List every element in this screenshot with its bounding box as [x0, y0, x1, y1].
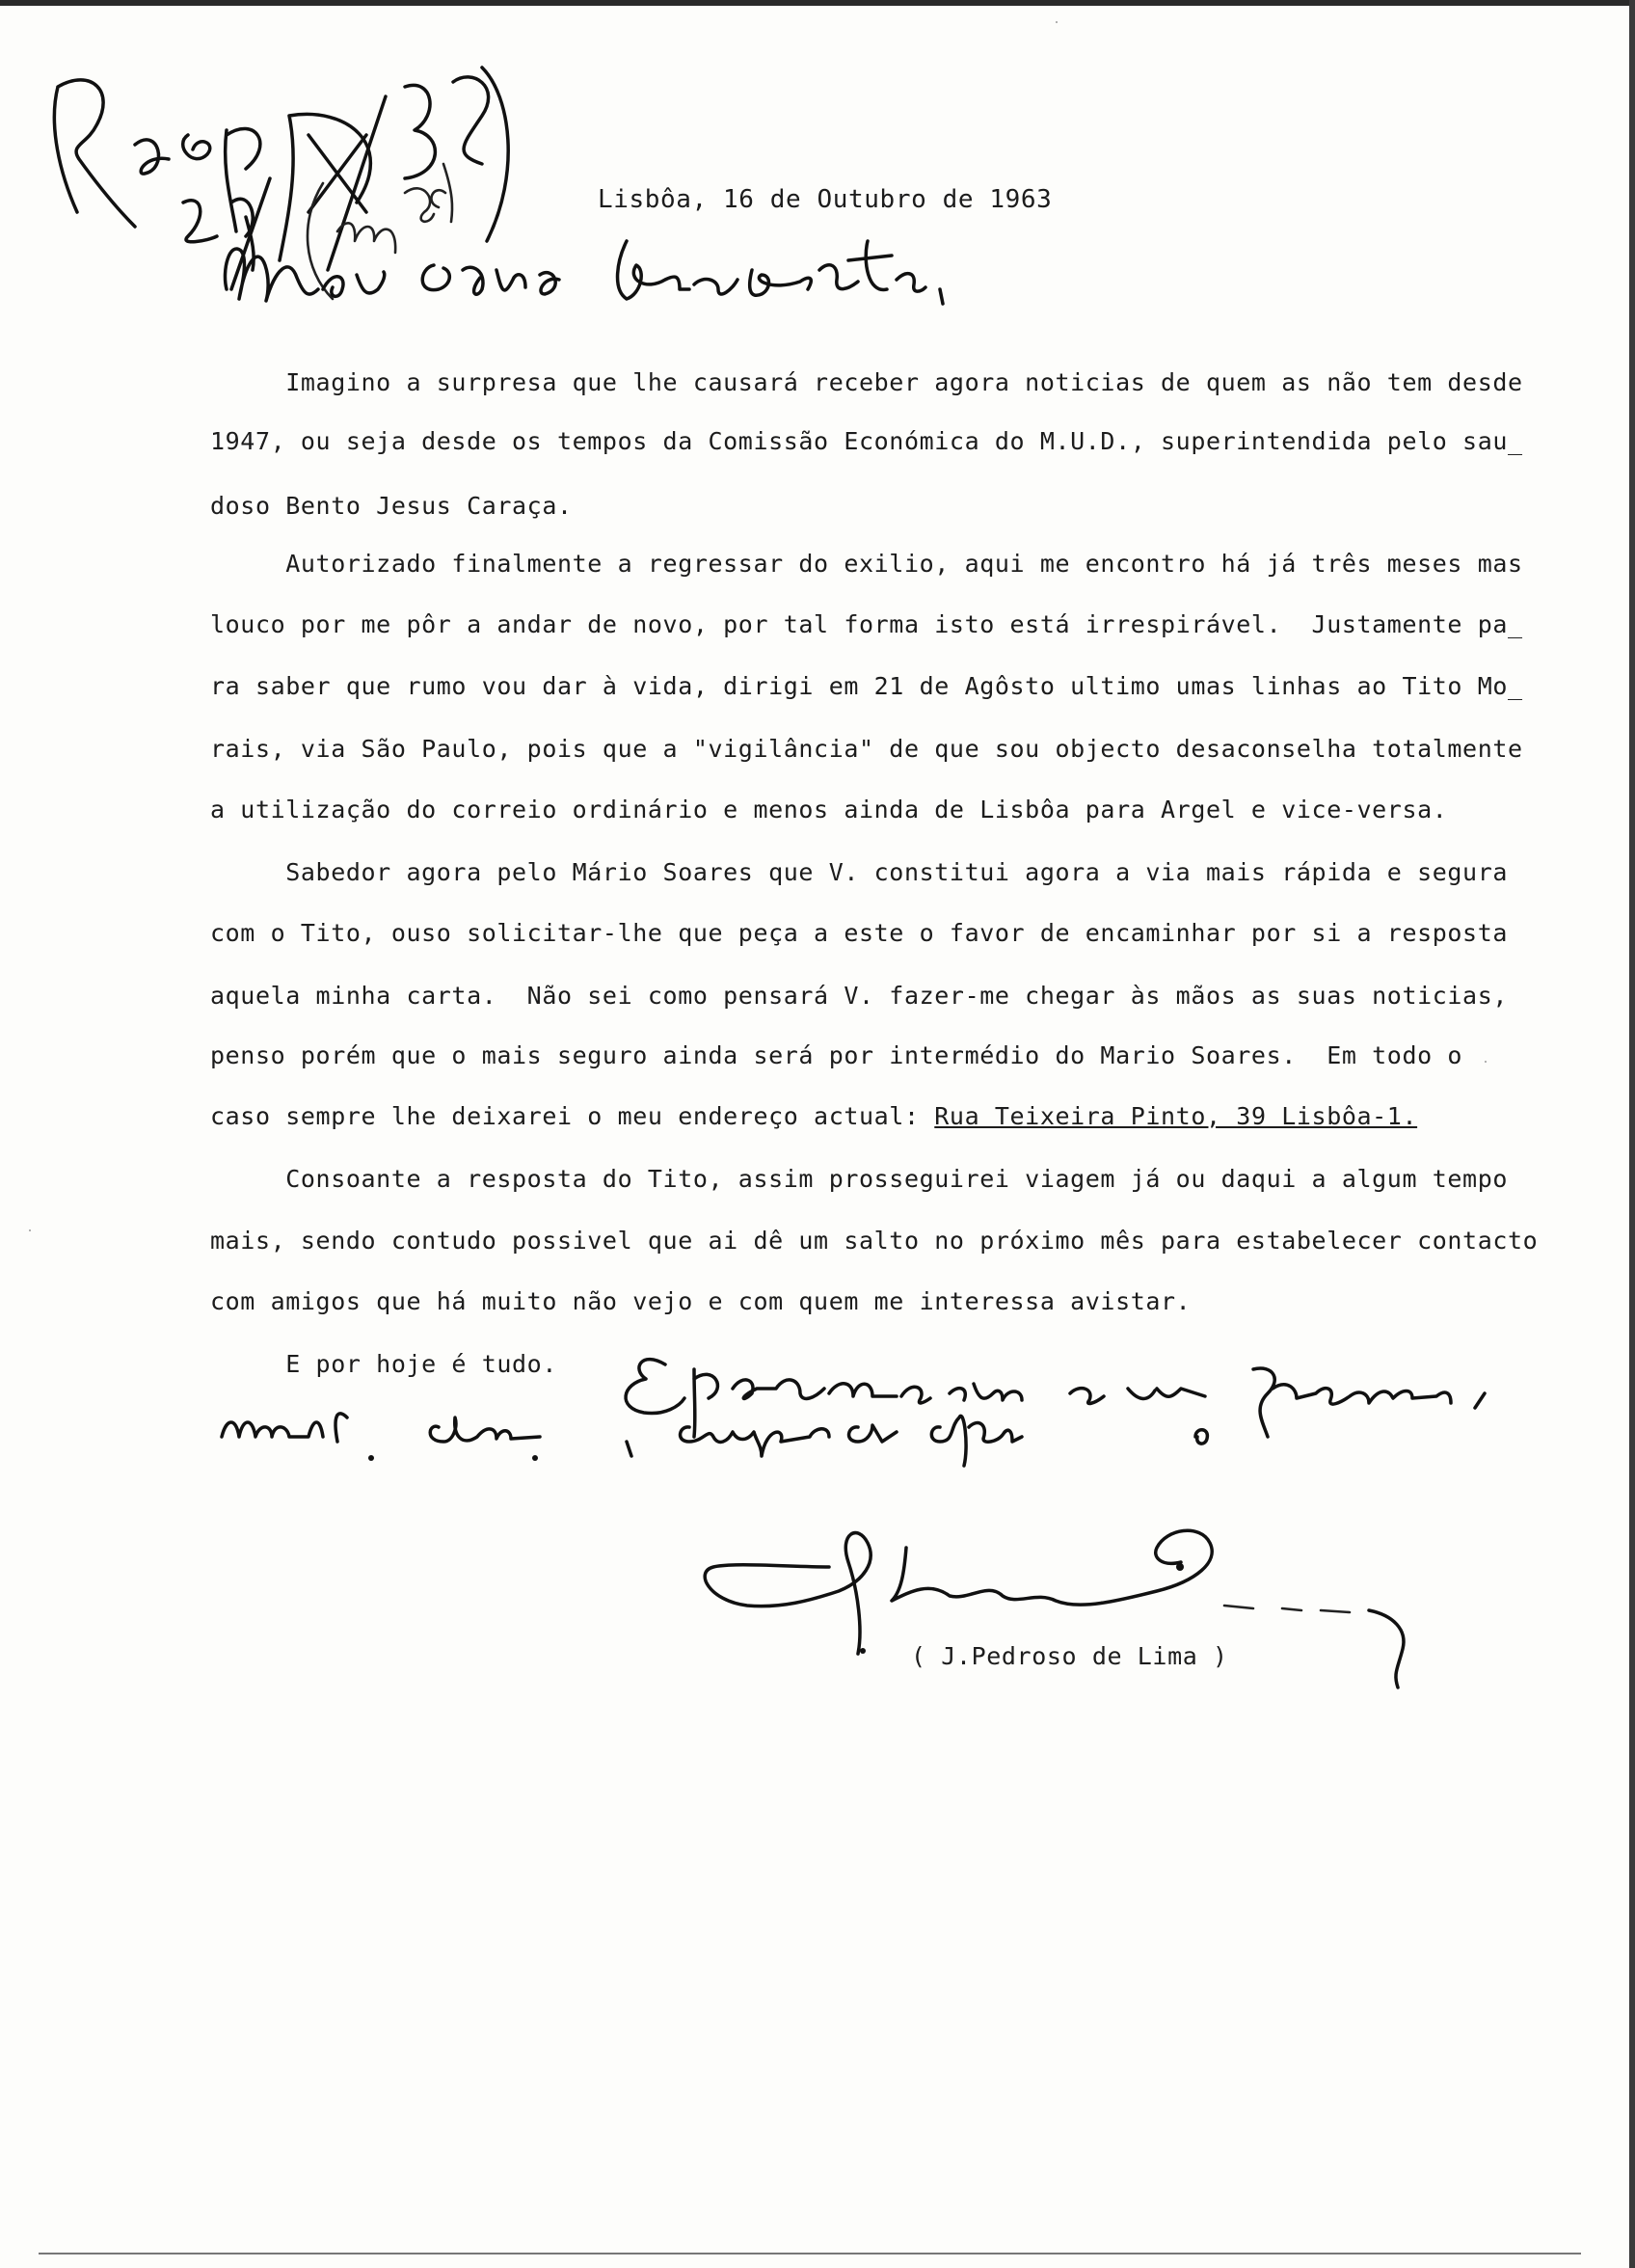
- body-line: Imagino a surpresa que lhe causará receber agora noticias de quem as não tem desde: [210, 368, 1523, 396]
- body-line: Sabedor agora pelo Mário Soares que V. constitui agora a via mais rápida e segura: [210, 858, 1509, 886]
- body-line: louco por me pôr a andar de novo, por tal forma isto está irrespirável. Justamente pa_: [210, 610, 1523, 638]
- body-line: mais, sendo contudo possivel que ai dê um salto no próximo mês para estabelecer contacto: [210, 1227, 1539, 1255]
- body-line: 1947, ou seja desde os tempos da Comissão Económica do M.U.D., superintendida pelo sau_: [210, 427, 1523, 455]
- signature-name: ( J.Pedroso de Lima ): [911, 1642, 1228, 1670]
- body-line: penso porém que o mais seguro ainda será por intermédio do Mario Soares. Em todo o: [210, 1041, 1463, 1069]
- body-line: com amigos que há muito não vejo e com quem me interessa avistar.: [210, 1287, 1192, 1315]
- body-line-address: [210, 1102, 1417, 1131]
- address: Rua Teixeira Pinto, 39 Lisbôa-1.: [934, 1102, 1418, 1130]
- body-line: aquela minha carta. Não sei como pensará V. fazer-me chegar às mãos as suas noticias,: [210, 982, 1509, 1010]
- body-line: a utilização do correio ordinário e menos ainda de Lisbôa para Argel e vice-versa.: [210, 796, 1448, 824]
- body-line: Autorizado finalmente a regressar do exilio, aqui me encontro há já três meses mas: [210, 550, 1523, 578]
- address-intro: caso sempre lhe deixarei o meu endereço actual:: [210, 1102, 935, 1130]
- body-line: ra saber que rumo vou dar à vida, dirigi em 21 de Agôsto ultimo umas linhas ao Tito Mo_: [210, 672, 1523, 700]
- place-date: Lisbôa, 16 de Outubro de 1963: [598, 185, 1053, 214]
- body-line: Consoante a resposta do Tito, assim prosseguirei viagem já ou daqui a algum tempo: [210, 1165, 1509, 1193]
- body-line: doso Bento Jesus Caraça.: [210, 492, 573, 520]
- closing-line: E por hoje é tudo.: [210, 1350, 557, 1378]
- body-line: rais, via São Paulo, pois que a "vigilância" de que sou objecto desaconselha totalmente: [210, 735, 1523, 763]
- body-line: com o Tito, ouso solicitar-lhe que peça a este o favor de encaminhar por si a resposta: [210, 919, 1509, 947]
